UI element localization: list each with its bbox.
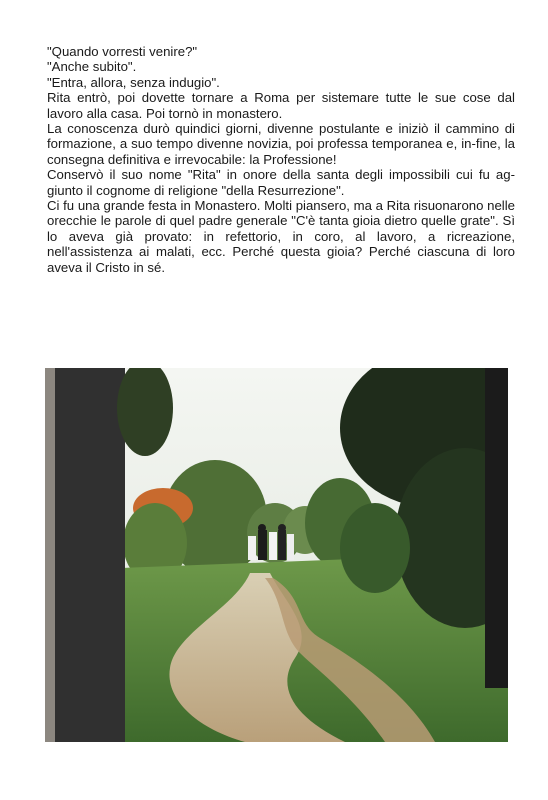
paragraph-name: Conservò il suo nome "Rita" in onore della santa degli impossibili cui fu ag-giunto il cognome di religione "della Resurrezione". (47, 167, 515, 198)
garden-photo-illustration (45, 368, 508, 742)
paragraph-return-rome: Rita entrò, poi dovette tornare a Roma per sistemare tutte le sue cose dal lavoro alla casa. Poi tornò in monastero. (47, 90, 515, 121)
paragraph-celebration: Ci fu una grande festa in Monastero. Molti piansero, ma a Rita risuonarono nelle orecchie le parole di quel padre generale "C'è tanta gioia dietro quelle grate". Sì lo aveva già provato: in refettorio, in coro, al lavoro, a ricreazione, nell'assistenza ai malati, ecc. Perché questa gioia? Perché ciascuna di loro aveva il Cristo in sé. (47, 198, 515, 275)
monastery-garden-photo (45, 368, 508, 742)
dialogue-line-1: "Quando vorresti venire?" (47, 44, 198, 59)
body-text (47, 44, 515, 275)
dialogue-line-3: "Entra, allora, senza indugio". (47, 74, 220, 90)
dialogue-line-2: "Anche subito". (47, 59, 137, 75)
paragraph-formation: La conoscenza durò quindici giorni, divenne postulante e iniziò il cammino di formazione, a suo tempo divenne novizia, poi professa temporanea e, in-fine, la consegna definitiva e irrevocabile: la Professione! (47, 121, 515, 167)
